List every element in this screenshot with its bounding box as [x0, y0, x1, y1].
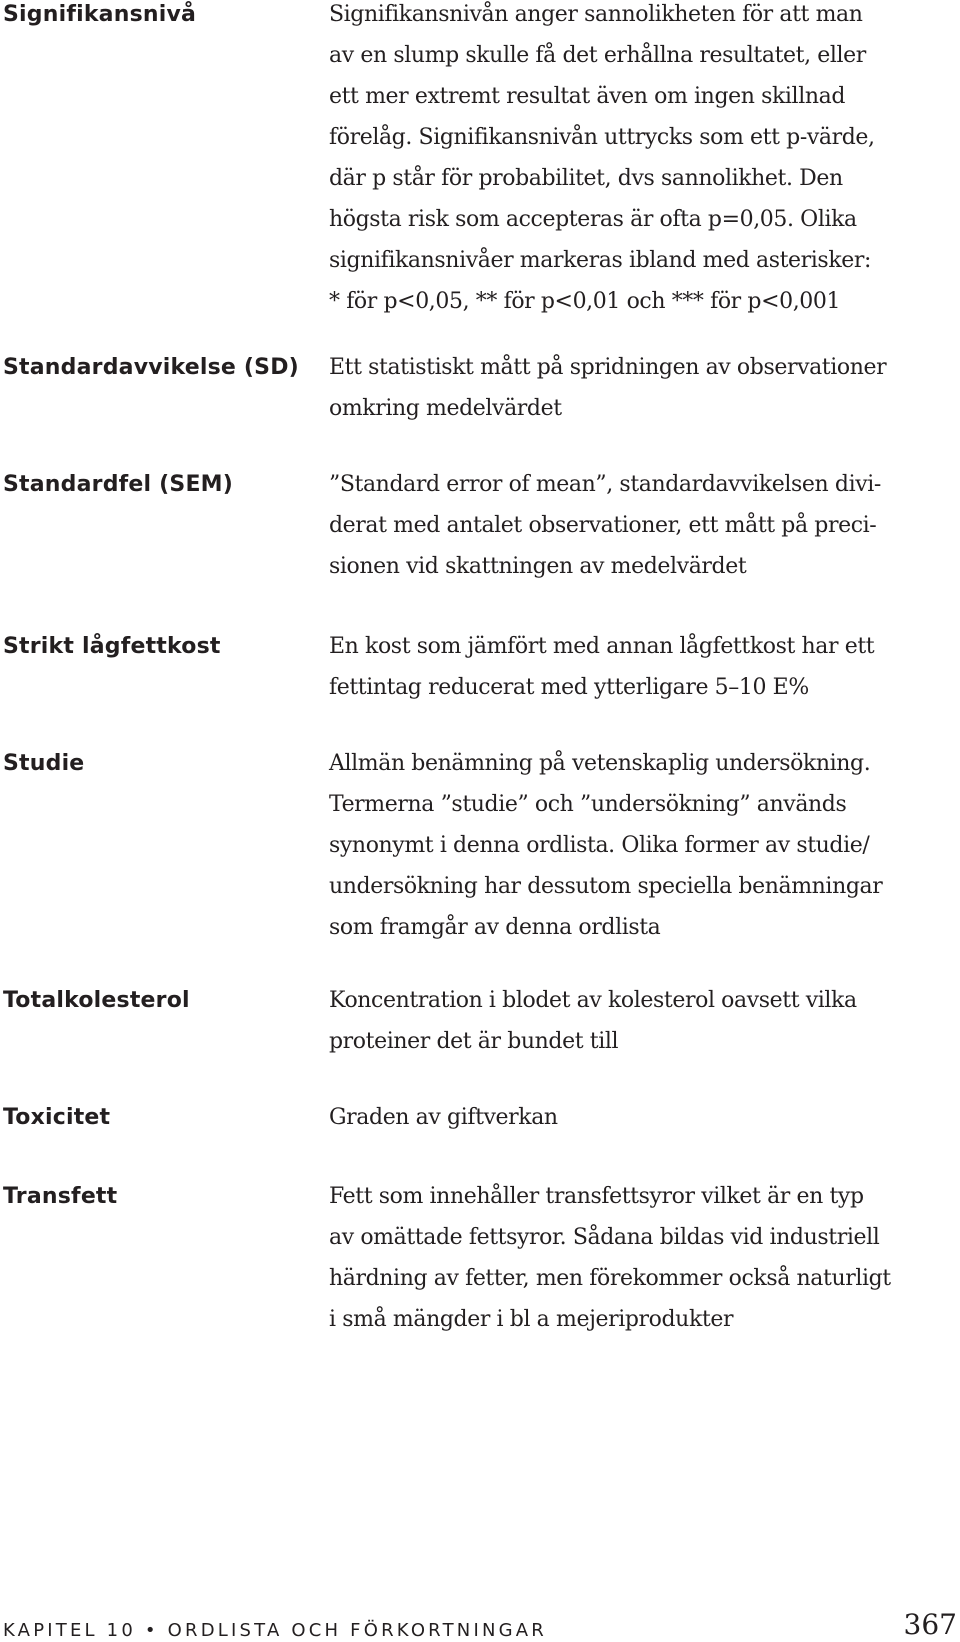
glossary-definition: [329, 0, 953, 322]
definition-line: proteiner det är bundet till: [329, 1029, 619, 1054]
definition-line: Ett statistiskt mått på spridningen av observationer: [329, 355, 887, 380]
glossary-definition: [329, 626, 953, 708]
definition-line: Termerna ”studie” och ”undersökning” används: [329, 792, 847, 817]
definition-line: av en slump skulle få det erhållna resultatet, eller: [329, 43, 866, 68]
definition-line: derat med antalet observationer, ett mått på preci-: [329, 513, 877, 538]
definition-line: härdning av fetter, men förekommer också naturligt: [329, 1266, 891, 1291]
definition-line: Allmän benämning på vetenskaplig undersökning.: [329, 751, 871, 776]
glossary-term: Strikt lågfettkost: [3, 634, 221, 659]
definition-line: Signifikansnivån anger sannolikheten för att man: [329, 2, 863, 27]
page-number: 367: [903, 1608, 957, 1641]
definition-line: omkring medelvärdet: [329, 396, 562, 421]
definition-line: fettintag reducerat med ytterligare 5–10 E%: [329, 675, 809, 700]
running-head: KAPITEL 10 • ORDLISTA OCH FÖRKORTNINGAR: [3, 1620, 547, 1641]
glossary-definition: [329, 980, 953, 1062]
definition-line: signifikansnivåer markeras ibland med asterisker:: [329, 248, 872, 273]
definition-line: undersökning har dessutom speciella benämningar: [329, 874, 883, 899]
definition-line: där p står för probabilitet, dvs sannolikhet. Den: [329, 166, 843, 191]
page-footer: [0, 1602, 960, 1642]
definition-line: förelåg. Signifikansnivån uttrycks som ett p-värde,: [329, 125, 875, 150]
glossary-term: Totalkolesterol: [3, 988, 190, 1013]
glossary-definition: [329, 347, 953, 429]
glossary-definition: [329, 1097, 953, 1138]
definition-line: som framgår av denna ordlista: [329, 915, 661, 940]
glossary-term: Standardfel (SEM): [3, 472, 234, 497]
definition-line: En kost som jämfört med annan lågfettkost har ett: [329, 634, 875, 659]
definition-line: Graden av giftverkan: [329, 1105, 558, 1130]
glossary-definition: [329, 1176, 953, 1340]
definition-line: * för p<0,05, ** för p<0,01 och *** för p<0,001: [329, 289, 841, 314]
definition-line: Fett som innehåller transfettsyror vilket är en typ: [329, 1184, 864, 1209]
glossary-term: Signifikansnivå: [3, 2, 197, 27]
definition-line: sionen vid skattningen av medelvärdet: [329, 554, 747, 579]
glossary-definition: [329, 743, 953, 948]
glossary-term: Standardavvikelse (SD): [3, 355, 299, 380]
glossary-term: Studie: [3, 751, 85, 776]
definition-line: av omättade fettsyror. Sådana bildas vid industriell: [329, 1225, 880, 1250]
glossary-term: Transfett: [3, 1184, 118, 1209]
definition-line: ett mer extremt resultat även om ingen skillnad: [329, 84, 846, 109]
definition-line: högsta risk som accepteras är ofta p=0,05. Olika: [329, 207, 857, 232]
glossary-definition: [329, 464, 953, 587]
definition-line: Koncentration i blodet av kolesterol oavsett vilka: [329, 988, 857, 1013]
definition-line: ”Standard error of mean”, standardavvikelsen divi-: [329, 472, 881, 497]
definition-line: synonymt i denna ordlista. Olika former av studie/: [329, 833, 870, 858]
glossary-term: Toxicitet: [3, 1105, 111, 1130]
definition-line: i små mängder i bl a mejeriprodukter: [329, 1307, 734, 1332]
